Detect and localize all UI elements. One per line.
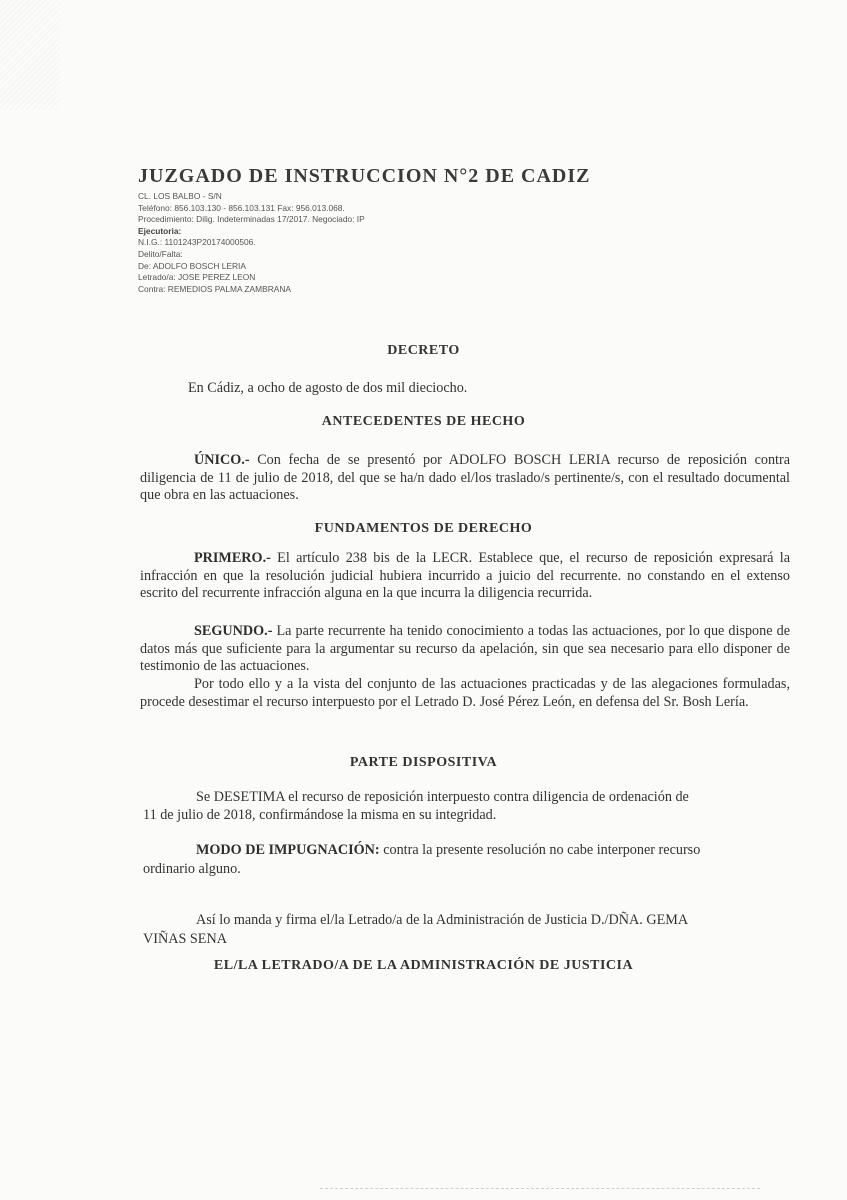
conclusion-text: Por todo ello y a la vista del conjunto de las actuaciones practicadas y de las alegaciones formuladas, procede desestimar el recurso interpuesto por el Letrado D. José Pérez León, en defensa del Sr. Bosh Lería. (140, 676, 790, 710)
segundo-paragraph (140, 623, 790, 676)
procedure-line: Procedimiento: Dilig. Indeterminadas 17/2017. Negociado: IP (138, 214, 365, 225)
impugnacion-line-2: ordinario alguno. (143, 861, 241, 877)
impugnacion-text: contra la presente resolución no cabe interponer recurso (383, 842, 701, 858)
primero-text: El artículo 238 bis de la LECR. Establece que, el recurso de reposición expresará la infracción en que la resolución judicial hubiera incurrido a juicio del recurrente. no constando en el extenso escrito del recurrente infracción alguna en la que incurra la diligencia recurrida. (140, 550, 791, 601)
segundo-text: La parte recurrente ha tenido conocimiento a todas las actuaciones, por lo que dispone de datos más que suficiente para la argumentar su recurso da apelación, sin que sea necesario para ello disponer de testimonio de las actuaciones. (140, 623, 790, 674)
court-title: JUZGADO DE INSTRUCCION N°2 DE CADIZ (138, 165, 591, 187)
signature-title: EL/LA LETRADO/A DE LA ADMINISTRACIÓN DE JUSTICIA (213, 958, 634, 973)
conclusion-paragraph (140, 676, 790, 711)
unico-text: Con fecha de se presentó por ADOLFO BOSCH LERIA recurso de reposición contra diligencia de 11 de julio de 2018, del que se ha/n dado el/los traslado/s pertinente/s, con el resultado documental que obra en las actuaciones. (140, 452, 791, 503)
dispositiva-line-1: Se DESETIMA el recurso de reposición interpuesto contra diligencia de ordenación de (196, 789, 689, 805)
dispositiva-line-2: 11 de julio de 2018, confirmándose la misma en su integridad. (143, 807, 497, 823)
firma-line-1: Así lo manda y firma el/la Letrado/a de la Administración de Justicia D./DÑA. GEMA (196, 912, 689, 928)
lawyer-line: Letrado/a: JOSE PEREZ LEON (138, 272, 256, 283)
court-phone: Teléfono: 856.103.130 - 856.103.131 Fax: 956.013.068. (138, 202, 345, 213)
plaintiff-line: De: ADOLFO BOSCH LERIA (138, 260, 246, 271)
nig-line: N.I.G.: 1101243P20174000506. (138, 237, 256, 248)
impugnacion-line-1 (196, 842, 700, 859)
unico-paragraph (140, 452, 790, 505)
firma-line-2: VIÑAS SENA (143, 931, 227, 947)
delito-line: Delito/Falta: (138, 248, 183, 259)
scan-footer-line (320, 1188, 760, 1190)
primero-paragraph (140, 550, 790, 603)
segundo-label: SEGUNDO.- (194, 623, 273, 639)
impugnacion-label: MODO DE IMPUGNACIÓN: (196, 842, 380, 858)
fundamentos-heading: FUNDAMENTOS DE DERECHO (314, 521, 533, 536)
dispositiva-heading: PARTE DISPOSITIVA (349, 755, 498, 770)
ejecutoria-line: Ejecutoria: (138, 225, 182, 236)
unico-label: ÚNICO.- (194, 452, 250, 468)
decreto-heading: DECRETO (387, 343, 460, 358)
antecedentes-heading: ANTECEDENTES DE HECHO (321, 414, 526, 429)
primero-label: PRIMERO.- (194, 550, 271, 566)
court-header (138, 165, 638, 295)
court-address: CL. LOS BALBO - S/N (138, 191, 222, 201)
place-date: En Cádiz, a ocho de agosto de dos mil dieciocho. (188, 380, 468, 396)
scan-noise (0, 0, 60, 110)
defendant-line: Contra: REMEDIOS PALMA ZAMBRANA (138, 283, 291, 294)
